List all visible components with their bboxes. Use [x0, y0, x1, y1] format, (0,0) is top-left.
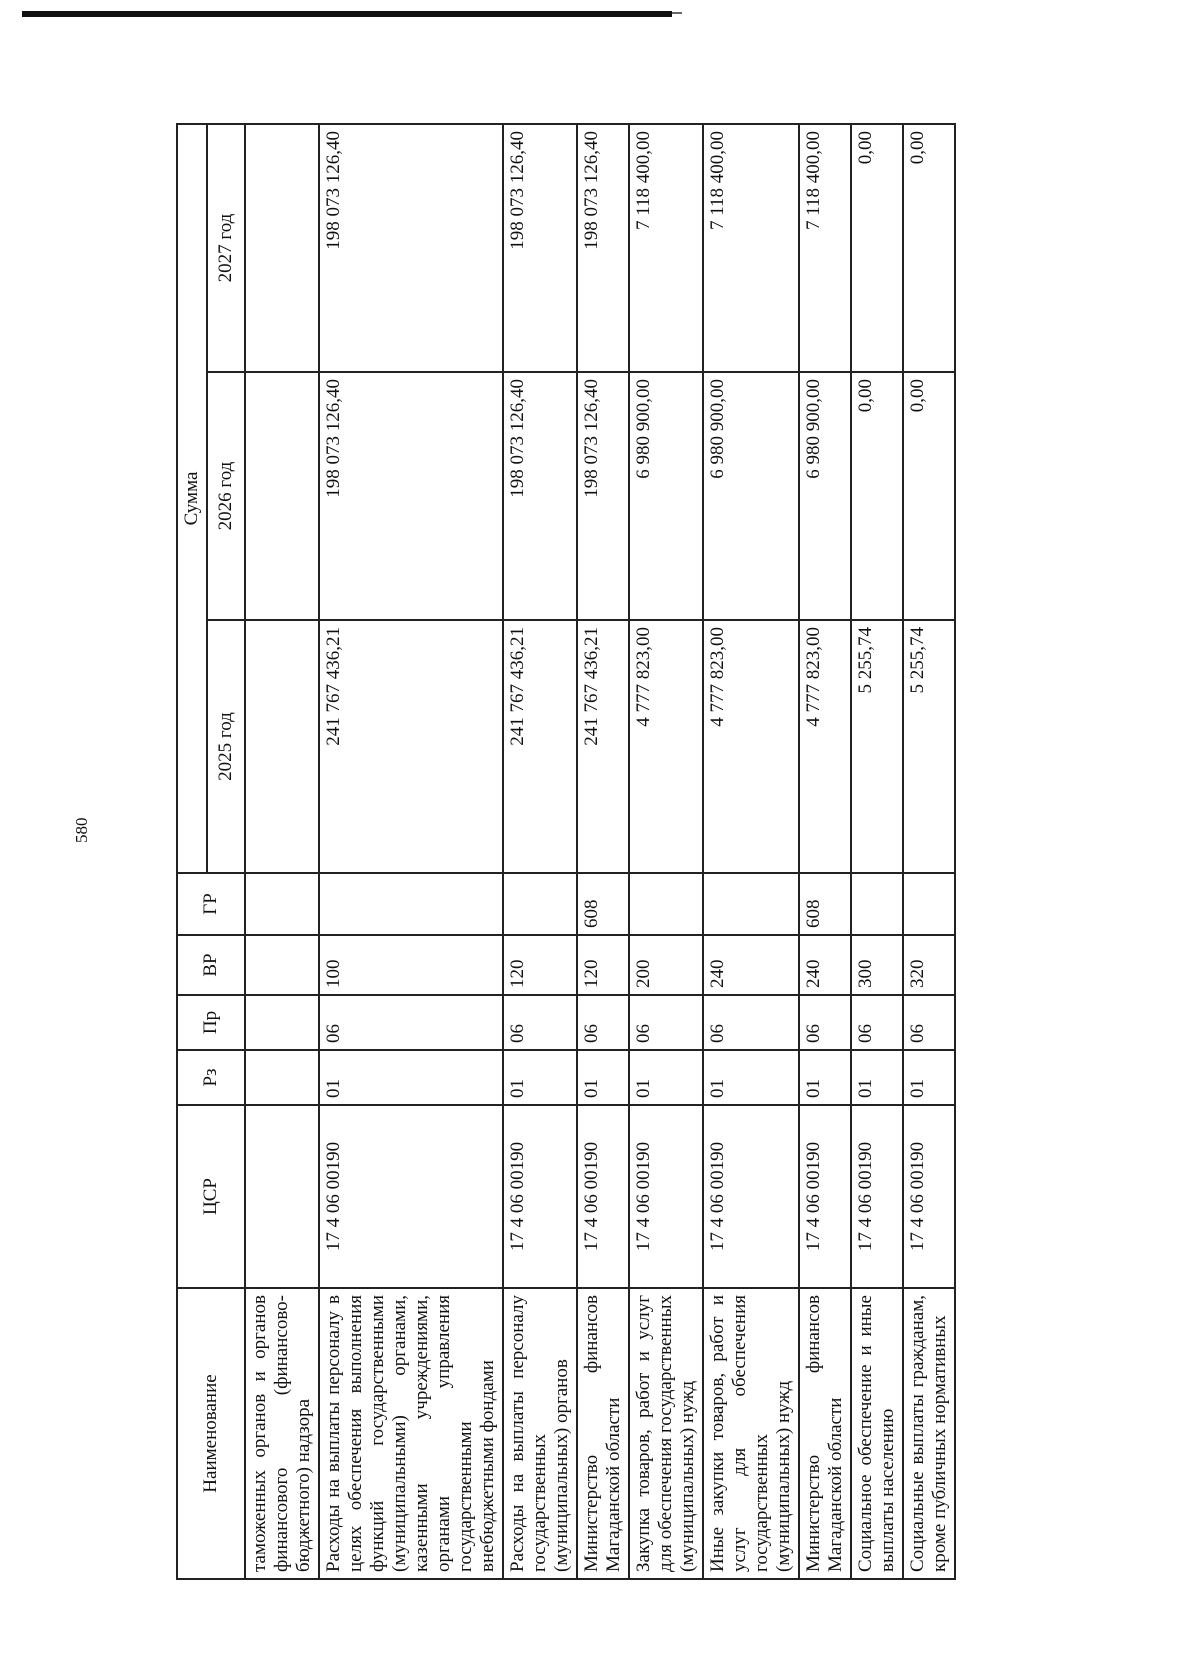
cell-csr	[245, 1105, 319, 1288]
cell-name: Расходы на выплаты персоналу в целях обеспечения выполнения функций государственными (муниципальными) органами, казенными учреждениями, органами управления государственными внебюджетными фондами	[319, 1288, 503, 1579]
table-row	[577, 124, 629, 1579]
cell-vr: 240	[703, 935, 799, 995]
cell-gr	[703, 873, 799, 935]
cell-2026	[245, 372, 319, 620]
header-sum: Сумма	[177, 124, 207, 873]
cell-2025: 241 767 436,21	[577, 620, 629, 873]
cell-gr: 608	[799, 873, 851, 935]
cell-pr: 06	[799, 995, 851, 1050]
cell-rz: 01	[851, 1050, 903, 1105]
cell-2027: 7 118 400,00	[629, 124, 703, 372]
table-row	[799, 124, 851, 1579]
header-gr: ГР	[177, 873, 245, 935]
cell-pr: 06	[851, 995, 903, 1050]
cell-csr: 17 4 06 00190	[799, 1105, 851, 1288]
cell-2026: 198 073 126,40	[577, 372, 629, 620]
cell-csr: 17 4 06 00190	[903, 1105, 955, 1288]
cell-gr	[851, 873, 903, 935]
cell-csr: 17 4 06 00190	[703, 1105, 799, 1288]
header-2025: 2025 год	[207, 620, 245, 873]
header-name: Наименование	[177, 1288, 245, 1579]
cell-name: Министерство финансов Магаданской области	[577, 1288, 629, 1579]
cell-2026: 6 980 900,00	[629, 372, 703, 620]
cell-2025: 4 777 823,00	[629, 620, 703, 873]
cell-csr: 17 4 06 00190	[577, 1105, 629, 1288]
budget-table	[176, 123, 956, 1580]
cell-name: Расходы на выплаты персоналу государственных (муниципальных) органов	[503, 1288, 577, 1579]
cell-2026: 0,00	[851, 372, 903, 620]
cell-rz: 01	[629, 1050, 703, 1105]
table-row	[629, 124, 703, 1579]
table-row	[903, 124, 955, 1579]
cell-csr: 17 4 06 00190	[629, 1105, 703, 1288]
top-rule	[22, 11, 672, 17]
cell-2025: 241 767 436,21	[503, 620, 577, 873]
cell-2027: 7 118 400,00	[799, 124, 851, 372]
cell-2027: 198 073 126,40	[577, 124, 629, 372]
cell-pr: 06	[629, 995, 703, 1050]
cell-vr: 120	[503, 935, 577, 995]
header-rz: Рз	[177, 1050, 245, 1105]
header-2027: 2027 год	[207, 124, 245, 372]
cell-name: Закупка товаров, работ и услуг для обеспечения государственных (муниципальных) нужд	[629, 1288, 703, 1579]
cell-2025: 5 255,74	[903, 620, 955, 873]
cell-pr: 06	[319, 995, 503, 1050]
top-rule-tail	[672, 12, 682, 14]
cell-rz: 01	[799, 1050, 851, 1105]
cell-rz: 01	[503, 1050, 577, 1105]
cell-name: Социальные выплаты гражданам, кроме публичных нормативных	[903, 1288, 955, 1579]
cell-rz: 01	[577, 1050, 629, 1105]
cell-2025: 4 777 823,00	[703, 620, 799, 873]
table-row	[851, 124, 903, 1579]
header-vr: ВР	[177, 935, 245, 995]
table-row	[319, 124, 503, 1579]
cell-2027: 198 073 126,40	[503, 124, 577, 372]
cell-rz: 01	[319, 1050, 503, 1105]
cell-name: Иные закупки товаров, работ и услуг для обеспечения государственных (муниципальных) нужд	[703, 1288, 799, 1579]
cell-pr: 06	[577, 995, 629, 1050]
cell-pr	[245, 995, 319, 1050]
cell-gr	[503, 873, 577, 935]
cell-gr	[245, 873, 319, 935]
page-number: 580	[72, 817, 91, 843]
cell-gr	[629, 873, 703, 935]
cell-vr: 320	[903, 935, 955, 995]
cell-name: Социальное обеспечение и иные выплаты населению	[851, 1288, 903, 1579]
cell-2027: 7 118 400,00	[703, 124, 799, 372]
cell-rz: 01	[703, 1050, 799, 1105]
table-row	[245, 124, 319, 1579]
header-csr: ЦСР	[177, 1105, 245, 1288]
cell-pr: 06	[903, 995, 955, 1050]
header-row-main	[177, 124, 207, 1579]
cell-2026: 198 073 126,40	[503, 372, 577, 620]
cell-csr: 17 4 06 00190	[851, 1105, 903, 1288]
cell-2026: 6 980 900,00	[703, 372, 799, 620]
cell-vr	[245, 935, 319, 995]
cell-2027: 198 073 126,40	[319, 124, 503, 372]
cell-gr	[903, 873, 955, 935]
cell-2026: 0,00	[903, 372, 955, 620]
cell-pr: 06	[503, 995, 577, 1050]
cell-2025: 241 767 436,21	[319, 620, 503, 873]
cell-2026: 6 980 900,00	[799, 372, 851, 620]
cell-vr: 200	[629, 935, 703, 995]
rotated-table-container	[176, 125, 950, 1580]
cell-gr: 608	[577, 873, 629, 935]
cell-csr: 17 4 06 00190	[503, 1105, 577, 1288]
table-row	[503, 124, 577, 1579]
cell-rz	[245, 1050, 319, 1105]
cell-csr: 17 4 06 00190	[319, 1105, 503, 1288]
cell-2026: 198 073 126,40	[319, 372, 503, 620]
cell-vr: 240	[799, 935, 851, 995]
cell-rz: 01	[903, 1050, 955, 1105]
cell-2025: 5 255,74	[851, 620, 903, 873]
cell-pr: 06	[703, 995, 799, 1050]
cell-name: Министерство финансов Магаданской области	[799, 1288, 851, 1579]
cell-2027	[245, 124, 319, 372]
cell-vr: 300	[851, 935, 903, 995]
cell-vr: 120	[577, 935, 629, 995]
header-pr: Пр	[177, 995, 245, 1050]
table-body	[245, 124, 955, 1579]
cell-2027: 0,00	[903, 124, 955, 372]
cell-name: таможенных органов и органов финансового (финансово-бюджетного) надзора	[245, 1288, 319, 1579]
header-2026: 2026 год	[207, 372, 245, 620]
cell-2025: 4 777 823,00	[799, 620, 851, 873]
cell-vr: 100	[319, 935, 503, 995]
cell-2027: 0,00	[851, 124, 903, 372]
table-row	[703, 124, 799, 1579]
cell-gr	[319, 873, 503, 935]
cell-2025	[245, 620, 319, 873]
